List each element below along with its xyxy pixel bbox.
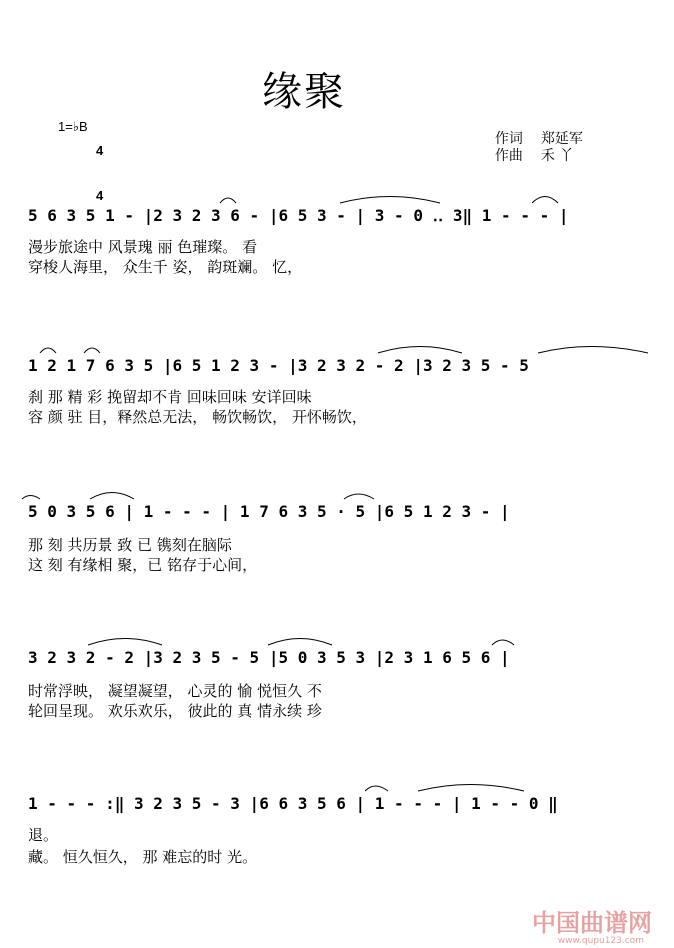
slur [90,493,134,500]
slur [268,639,332,646]
slur [84,348,100,353]
notation-line-3: 5 0 3 5 6 | 1 - - - | 1 7 6 3 5 · 5 |6 5 1 2 3 - | [28,502,510,521]
slur [88,639,162,646]
slur [378,347,462,354]
notation-line-5: 1 - - - :‖ 3 2 3 5 - 3 |6 6 3 5 6 | 1 - - - | 1 - - 0 ‖ [28,794,558,813]
time-signature-bottom: 4 [96,188,104,203]
credit-label: 作词 [494,131,523,147]
lyrics-line-1-verse-2: 穿梭人海里， 众生千 姿， 韵斑斓。 忆， [28,258,303,276]
slur [344,494,374,499]
watermark-url: www.qupu123.com [557,936,644,946]
slur [40,348,56,353]
slur [492,640,514,645]
song-title: 缘聚 [262,69,346,115]
notation-line-4: 3 2 3 2 - 2 |3 2 3 5 - 5 |5 0 3 5 3 |2 3 1 6 5 6 | [28,648,510,667]
slur [532,197,558,204]
notation-line-1: 5 6 3 5 1 - |2 3 2 3 6 - |6 5 3 - | 3 - 0 ‥ 3‖ 1 - - - | [28,206,569,225]
slur [538,347,648,354]
credit-name: 禾 丫 [540,148,574,164]
lyrics-line-3-verse-1: 那 刻 共历景 致 已 镌刻在脑际 [28,536,232,554]
lyrics-line-4-verse-2: 轮回呈现。 欢乐欢乐， 彼此的 真 情永续 珍 [28,702,322,720]
slur [340,197,440,204]
lyrics-line-3-verse-2: 这 刻 有缘相 聚，已 铭存于心间， [28,556,258,574]
lyrics-line-5-verse-1: 退。 [28,826,59,844]
lyrics-line-2-verse-1: 刹 那 精 彩 挽留却不肯 回味回味 安详回味 [28,388,312,406]
time-signature-top: 4 [96,143,104,158]
notation-line-2: 1 2 1 7 6 3 5 |6 5 1 2 3 - |3 2 3 2 - 2 |3 2 3 5 - 5 [28,356,529,375]
slur [365,786,388,791]
lyrics-line-4-verse-1: 时常浮映， 凝望凝望， 心灵的 愉 悦恒久 不 [28,682,322,700]
credit-name: 郑延军 [540,131,583,147]
lyrics-line-1-verse-1: 漫步旅途中 风景瑰 丽 色璀璨。 看 [28,238,258,256]
lyrics-line-2-verse-2: 容 颜 驻 目，释然总无法， 畅饮畅饮， 开怀畅饮， [28,408,367,426]
slur [418,785,524,792]
key-signature: 1=♭B [58,119,88,134]
lyrics-line-5-verse-2: 藏。 恒久恒久， 那 难忘的时 光。 [28,848,258,866]
slur [220,198,236,203]
credit-label: 作曲 [494,148,523,164]
watermark-brand: 中国曲谱网 [532,908,652,937]
slur [22,496,40,500]
